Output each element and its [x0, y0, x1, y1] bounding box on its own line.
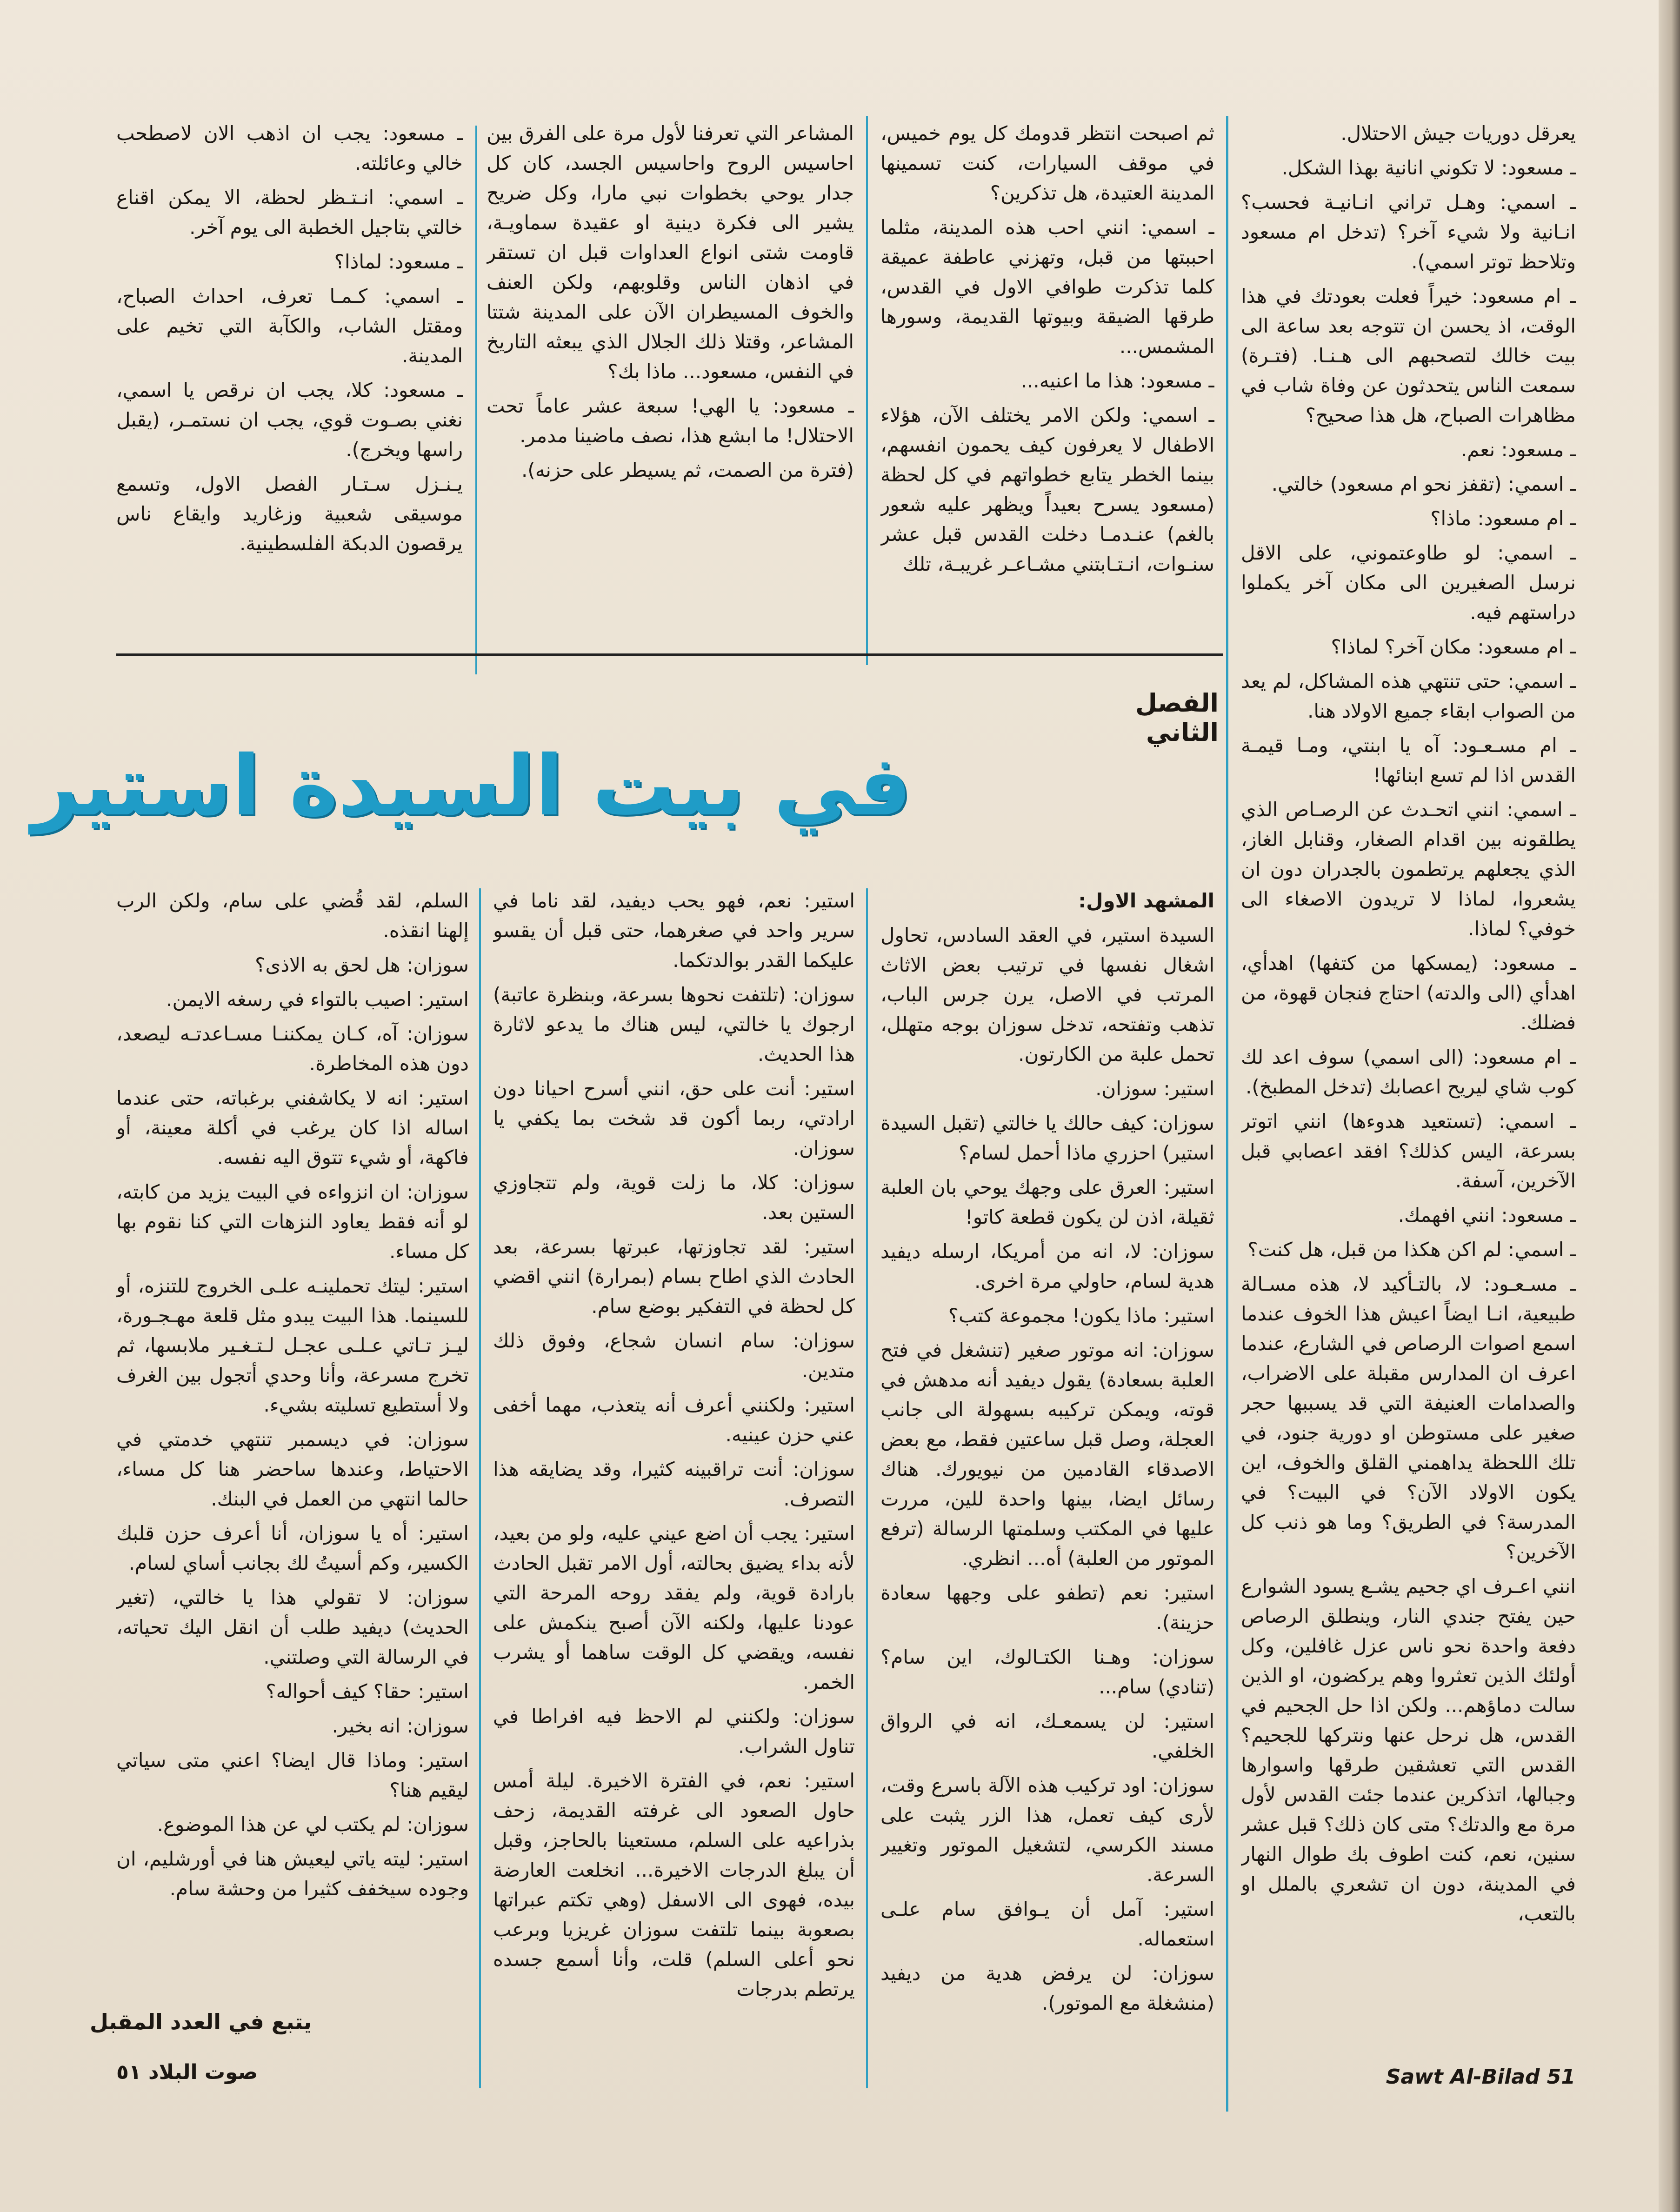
paragraph: يعرقل دوريات جيش الاحتلال.: [1340, 122, 1576, 145]
paragraph: استير: نعم، في الفترة الاخيرة. ليلة أمس حاول الصعود الى غرفته القديمة، زحف بذراعيه على السلم، مستعينا بالحاجز، وقبل أن يبلغ الدرجات الاخيرة... انخلعت العارضة بيده، فهوى الى الاسفل (وهي تكتم عبراتها بصعوبة بينما تلتفت سوزان غريزيا وبرعب نحو أعلى السلم) قلت، وأنا أسمع جسده يرتطم بدرجات: [493, 1769, 855, 2000]
paragraph: ـ اسمي: وهـل تراني انـانيـة فحسب؟ انـانية ولا شيء آخر؟ (تدخل ام مسعود وتلاحظ توتر اسمي).: [1241, 191, 1576, 273]
paragraph: ـ مسـعـود: لا، بالتـأكيد لا، هذه مسـالة طبيعية، انـا ايضاً اعيش هذا الخوف عندما اسمع اصوات الرصاص في الشارع، عندما اعرف ان المدارس مقبلة على الاضراب، والصدامات العنيفة التي قد يسببها حجر صغير على مستوطن او دورية جنود، في تلك اللحظة يداهمني القلق والخوف، اين يكون الاولاد الآن؟ في البيت؟ في المدرسة؟ في الطريق؟ وما هو ذنب كل الآخرين؟: [1241, 1273, 1576, 1563]
paragraph: سوزان: انه موتور صغير (تنشغل في فتح العلبة بسعادة) يقول ديفيد أنه مدهش في قوته، ويمكن تركيبه بسهولة الى جانب العجلة، وصل قبل ساعتين فقط، مع بعض الاصدقاء القادمين من نيويورك. هناك رسائل ايضا، بينها واحدة للين، مررت عليها في المكتب وسلمتها الرسالة (ترفع الموتور من العلبة) أه... انظري.: [880, 1339, 1214, 1570]
paragraph: (فترة من الصمت، ثم يسيطر على حزنه).: [521, 459, 854, 481]
paragraph: ـ ام مسعود: (الى اسمي) سوف اعد لك كوب شاي ليريح اعصابك (تدخل المطبخ).: [1241, 1046, 1576, 1098]
paragraph: استير: حقا؟ كيف أحواله؟: [266, 1680, 469, 1703]
top-column-3: [487, 119, 854, 667]
paragraph: ـ ام مسـعـود: آه يا ابنتي، ومـا قيمـة القدس اذا لم تسع ابنائها!: [1241, 734, 1576, 786]
bottom-column-4: [116, 886, 469, 1951]
act-title: في بيت السيدة استير: [31, 738, 912, 834]
paragraph: استير: اصيب بالتواء في رسغه الايمن.: [166, 988, 469, 1011]
paragraph: ـ اسمي: انني احب هذه المدينة، مثلما احببتها من قبل، وتهزني عاطفة عميقة كلما تذكرت طوافي الاول في القدس، طرقها الضيقة وبيوتها القديمة، وسورها المشمس...: [880, 216, 1214, 358]
paragraph: ـ اسمي: لم اكن هكذا من قبل، هل كنت؟: [1247, 1238, 1576, 1261]
paragraph: استير: ليته ياتي ليعيش هنا في أورشليم، ان وجوده سيخفف كثيرا من وحشة سام.: [116, 1847, 469, 1900]
paragraph: استير: آمل أن يـوافق سام علـى استعماله.: [880, 1898, 1214, 1950]
paragraph: ـ مسعود: نعم.: [1460, 438, 1576, 461]
paragraph: ـ مسعود: انني افهمك.: [1398, 1204, 1576, 1226]
paragraph: انني اعـرف اي جحيم يشـع يسود الشوارع حين يفتح جندي النار، وينطلق الرصاص دفعة واحدة نحو ناس عزل غافلين، وكل أولئك الذين تعثروا وهم يركضون، او الذين سالت دماؤهم... ولكن اذا حل الجحيم في القدس، هل نرحل عنها ونتركها للجحيم؟ القدس التي تعشقين طرقها واسوارها وجبالها، اتذكرين عندما جئت القدس لأول مرة مع والدتك؟ متى كان ذلك؟ قبل عشر سنين، نعم، كنت اطوف بك طوال النهار في المدينة، دون ان تشعري بالملل او بالتعب،: [1241, 1575, 1576, 1925]
paragraph: سوزان: اود تركيب هذه الآلة باسرع وقت، لأرى كيف تعمل، هذا الزر يثبت على مسند الكرسي، لتشغيل الموتور وتغيير السرعة.: [880, 1774, 1214, 1886]
paragraph: سوزان: كيف حالك يا خالتي (تقبل السيدة استير) احزري ماذا أحمل لسام؟: [880, 1112, 1214, 1164]
paragraph: ـ مسعود: (يمسكها من كتفها) اهدأي، اهدأي (الى والدته) احتاج فنجان قهوة، من فضلك.: [1241, 952, 1576, 1034]
top-column-4: [116, 119, 463, 667]
paragraph: سوزان: لا تقولي هذا يا خالتي، (تغير الحديث) ديفيد طلب أن انقل اليك تحياته، في الرسالة التي وصلتني.: [116, 1586, 469, 1668]
paragraph: ـ ام مسعود: مكان آخر؟ لماذا؟: [1331, 635, 1576, 658]
paragraph: ـ مسعود: لماذا؟: [334, 250, 463, 273]
paragraph: ـ اسمي: حتى تنتهي هذه المشاكل، لم يعد من الصواب ابقاء جميع الاولاد هنا.: [1241, 670, 1576, 722]
paragraph: سوزان: لن يرفض هدية من ديفيد (منشغلة مع الموتور).: [880, 1962, 1214, 2014]
paragraph: سوزان: كلا، ما زلت قوية، ولم تتجاوزي الستين بعد.: [493, 1171, 855, 1224]
bottom-column-2: [880, 886, 1214, 2049]
paragraph: استير: أنت على حق، انني أسرح احيانا دون ارادتي، ربما أكون قد شخت بما يكفي يا سوزان.: [493, 1077, 855, 1159]
footer-arabic: صوت البلاد ٥١: [116, 2060, 258, 2084]
continued-note: يتبع في العدد المقبل: [90, 2009, 312, 2034]
paragraph: يـنـزل سـتـار الفصل الاول، وتسمع موسيقى شعبية وزغاريد وايقاع ناس يرقصون الدبكة الفلسطينية.: [116, 473, 463, 555]
paragraph: ـ مسعود: يا الهي! سبعة عشر عاماً تحت الاحتلال! ما ابشع هذا، نصف ماضينا مدمر.: [487, 394, 854, 447]
paragraph: استير: العرق على وجهك يوحي بان العلبة ثقيلة، اذن لن يكون قطعة كاتو!: [880, 1176, 1214, 1228]
paragraph: استير: ماذا يكون! مجموعة كتب؟: [948, 1304, 1214, 1327]
paragraph: استير: يجب أن اضع عيني عليه، ولو من بعيد، لأنه بداء يضيق بحالته، أول الامر تقبل الحادث بارادة قوية، ولم يفقد روحه المرحة التي عودنا عليها، ولكنه الآن أصبح ينكمش على نفسه، ويقضي كل الوقت ساهما أو يشرب الخمر.: [493, 1522, 855, 1693]
paragraph: سوزان: لم يكتب لي عن هذا الموضوع.: [157, 1813, 469, 1836]
paragraph: استير: وماذا قال ايضا؟ اعني متى سياتي ليقيم هنا؟: [116, 1749, 469, 1801]
paragraph: سوزان: هل لحق به الاذى؟: [255, 953, 469, 976]
paragraph: استير: لقد تجاوزتها، عبرتها بسرعة، بعد الحادث الذي اطاح بسام (بمرارة) انني اقضي كل لحظة في التفكير بوضع سام.: [493, 1235, 855, 1318]
column-rule: [475, 126, 477, 674]
paragraph: استير: نعم، فهو يحب ديفيد، لقد ناما في سرير واحد في صغرهما، حتى قبل أن يقسو عليكما القدر بوالدتكما.: [493, 889, 855, 972]
paragraph: سوزان: ان انزواءه في البيت يزيد من كابته، لو أنه فقط يعاود النزهات التي كنا نقوم بها كل مساء.: [116, 1180, 469, 1263]
paragraph: ـ مسعود: لا تكوني انانية بهذا الشكل.: [1281, 156, 1576, 179]
column-rule: [1226, 116, 1228, 2112]
footer-english: Sawt Al-Bilad 51: [1386, 2065, 1575, 2089]
column-rule: [479, 888, 481, 2088]
column-rule: [866, 888, 868, 2088]
paragraph: سوزان: آه، كـان يمكننـا مسـاعدتـه ليصعد، دون هذه المخاطرة.: [116, 1022, 469, 1075]
page-binding-edge: [1659, 0, 1680, 2212]
paragraph: ـ اسمي: انني اتحـدث عن الرصـاص الذي يطلقونه بين اقدام الصغار، وقنابل الغاز، الذي يجعلهم يرتطمون بالجدران دون ان يشعروا، لماذا لا تريدون الاصغاء الى خوفي؟ لماذا.: [1241, 798, 1576, 940]
paragraph: ـ مسعود: كلا، يجب ان نرقص يا اسمي، نغني بصـوت قوي، يجب ان نستمـر، (يقبل راسها ويخرج).: [116, 379, 463, 461]
paragraph: ـ اسمي: لو طاوعتموني، على الاقل نرسل الصغيرين الى مكان آخر يكملوا دراستهم فيه.: [1241, 541, 1576, 624]
paragraph: سوزان: في ديسمبر تنتهي خدمتي في الاحتياط، وعندها ساحضر هنا كل مساء، حالما انتهي من العمل في البنك.: [116, 1428, 469, 1510]
paragraph: استير: انه لا يكاشفني برغباته، حتى عندما اساله اذا كان يرغب في أكلة معينة، أو فاكهة، أو شيء تتوق اليه نفسه.: [116, 1086, 469, 1169]
paragraph: استير: أه يا سوزان، أنا أعرف حزن قلبك الكسير، وكم أسيتُ لك بجانب أساي لسام.: [116, 1522, 469, 1574]
paragraph: ـ اسمي: كـمـا تعرف، احداث الصباح، ومقتل الشاب، والكآبة التي تخيم على المدينة.: [116, 285, 463, 367]
top-column-1: [1241, 119, 1576, 2095]
paragraph: ـ اسمي: (تستعيد هدوءها) انني اتوتر بسرعة، اليس كذلك؟ افقد اعصابي قبل الآخرين، آسفة.: [1241, 1110, 1576, 1192]
paragraph: سوزان: سام انسان شجاع، وفوق ذلك متدين.: [493, 1329, 855, 1382]
section-divider: [116, 653, 1223, 656]
top-column-2: [880, 119, 1214, 667]
paragraph: استير: سوزان.: [1095, 1077, 1214, 1100]
paragraph: ـ ام مسعود: خيراً فعلت بعودتك في هذا الوقت، اذ يحسن ان تتوجه بعد ساعة الى بيت خالك لتصحبهم الى هـنـا. (فتـرة) سمعت الناس يتحدثون عن وفاة شاب في مظاهرات الصباح، هل هذا صحيح؟: [1241, 285, 1576, 426]
paragraph: سوزان: ولكنني لم الاحظ فيه افراطا في تناول الشراب.: [493, 1705, 855, 1758]
paragraph: سوزان: (تلتفت نحوها بسرعة، وبنظرة عاتبة) ارجوك يا خالتي، ليس هناك ما يدعو لاثارة هذا الحديث.: [493, 983, 855, 1066]
paragraph: سوزان: وهـنا الكتـالوك، اين سام؟ (تنادي) سام...: [880, 1646, 1214, 1698]
paragraph: ـ مسعود: هذا ما اعنيه...: [1020, 369, 1214, 392]
paragraph: سوزان: انه بخير.: [332, 1714, 469, 1737]
paragraph: المشهد الاول:: [1078, 889, 1214, 912]
paragraph: ـ اسمي: ولكن الامر يختلف الآن، هؤلاء الاطفال لا يعرفون كيف يحمون انفسهم، بينما الخطر يتابع خطواتهم في كل لحظة (مسعود يسرح بعيداً ويظهر عليه شعور بالغم) عنـدمـا دخلت القدس قبل عشر سنـوات، انـتـابتني مشـاعـر غريبـة، تلك: [880, 404, 1214, 575]
paragraph: استير: ليتك تحملينـه علـى الخروج للتنزه، أو للسينما. هذا البيت يبدو مثل قلعة مهـجـورة، ليـز تـاتي عـلـى عجـل لـتـغـير ملابسها، ثم تخرج مسرعة، وأنا وحدي أتجول بين الغرف ولا أستطيع تسليته بشيء.: [116, 1274, 469, 1416]
paragraph: ـ ام مسعود: ماذا؟: [1430, 507, 1576, 530]
paragraph: سوزان: لا، انه من أمريكا، ارسله ديفيد هدية لسام، حاولي مرة اخرى.: [880, 1240, 1214, 1293]
paragraph: استير: ولكنني أعرف أنه يتعذب، مهما أخفى عني حزن عينيه.: [493, 1393, 855, 1446]
paragraph: السلم، لقد قُضي على سام، ولكن الرب إلهنا انقذه.: [116, 889, 469, 942]
paragraph: ـ مسعود: يجب ان اذهب الان لاصطحب خالي وعائلته.: [116, 122, 463, 174]
paragraph: استير: لن يسمعـك، انه في الرواق الخلفي.: [880, 1710, 1214, 1762]
column-rule: [866, 116, 868, 665]
paragraph: السيدة استير، في العقد السادس، تحاول اشغال نفسها في ترتيب بعض الاثاث المرتب في الاصل، يرن جرس الباب، تذهب وتفتحه، تدخل سوزان بوجه متهلل، تحمل علبة من الكارتون.: [880, 924, 1214, 1066]
paragraph: ـ اسمي: (تقفز نحو ام مسعود) خالتي.: [1271, 473, 1576, 495]
paragraph: استير: نعم (تطفو على وجهها سعادة حزينة).: [880, 1581, 1214, 1634]
bottom-column-3: [493, 886, 855, 2049]
paragraph: ثم اصبحت انتظر قدومك كل يوم خميس، في موقف السيارات، كنت تسمينها المدينة العتيدة، هل تذكرين؟: [880, 122, 1214, 204]
paragraph: المشاعر التي تعرفنا لأول مرة على الفرق بين احاسيس الروح واحاسيس الجسد، كان كل جدار يوحي بخطوات نبي مارا، وكل ضريح يشير الى فكرة دينية او عقيدة سماويـة، قاومت شتى انواع العداوات قبل ان تستقر في اذهان الناس وقلوبهم، ولكن العنف والخوف المسيطران الآن على المدينة شتتا المشاعر، وقتلا ذلك الجلال الذي يبعثه التاريخ في النفس، مسعود... ماذا بك؟: [487, 122, 854, 383]
paragraph: ـ اسمي: انـتـظر لحظة، الا يمكن اقناع خالتي بتاجيل الخطبة الى يوم آخر.: [116, 186, 463, 239]
paragraph: سوزان: أنت تراقبينه كثيرا، وقد يضايقه هذا التصرف.: [493, 1458, 855, 1510]
act-label: الفصل الثاني: [1135, 688, 1219, 747]
